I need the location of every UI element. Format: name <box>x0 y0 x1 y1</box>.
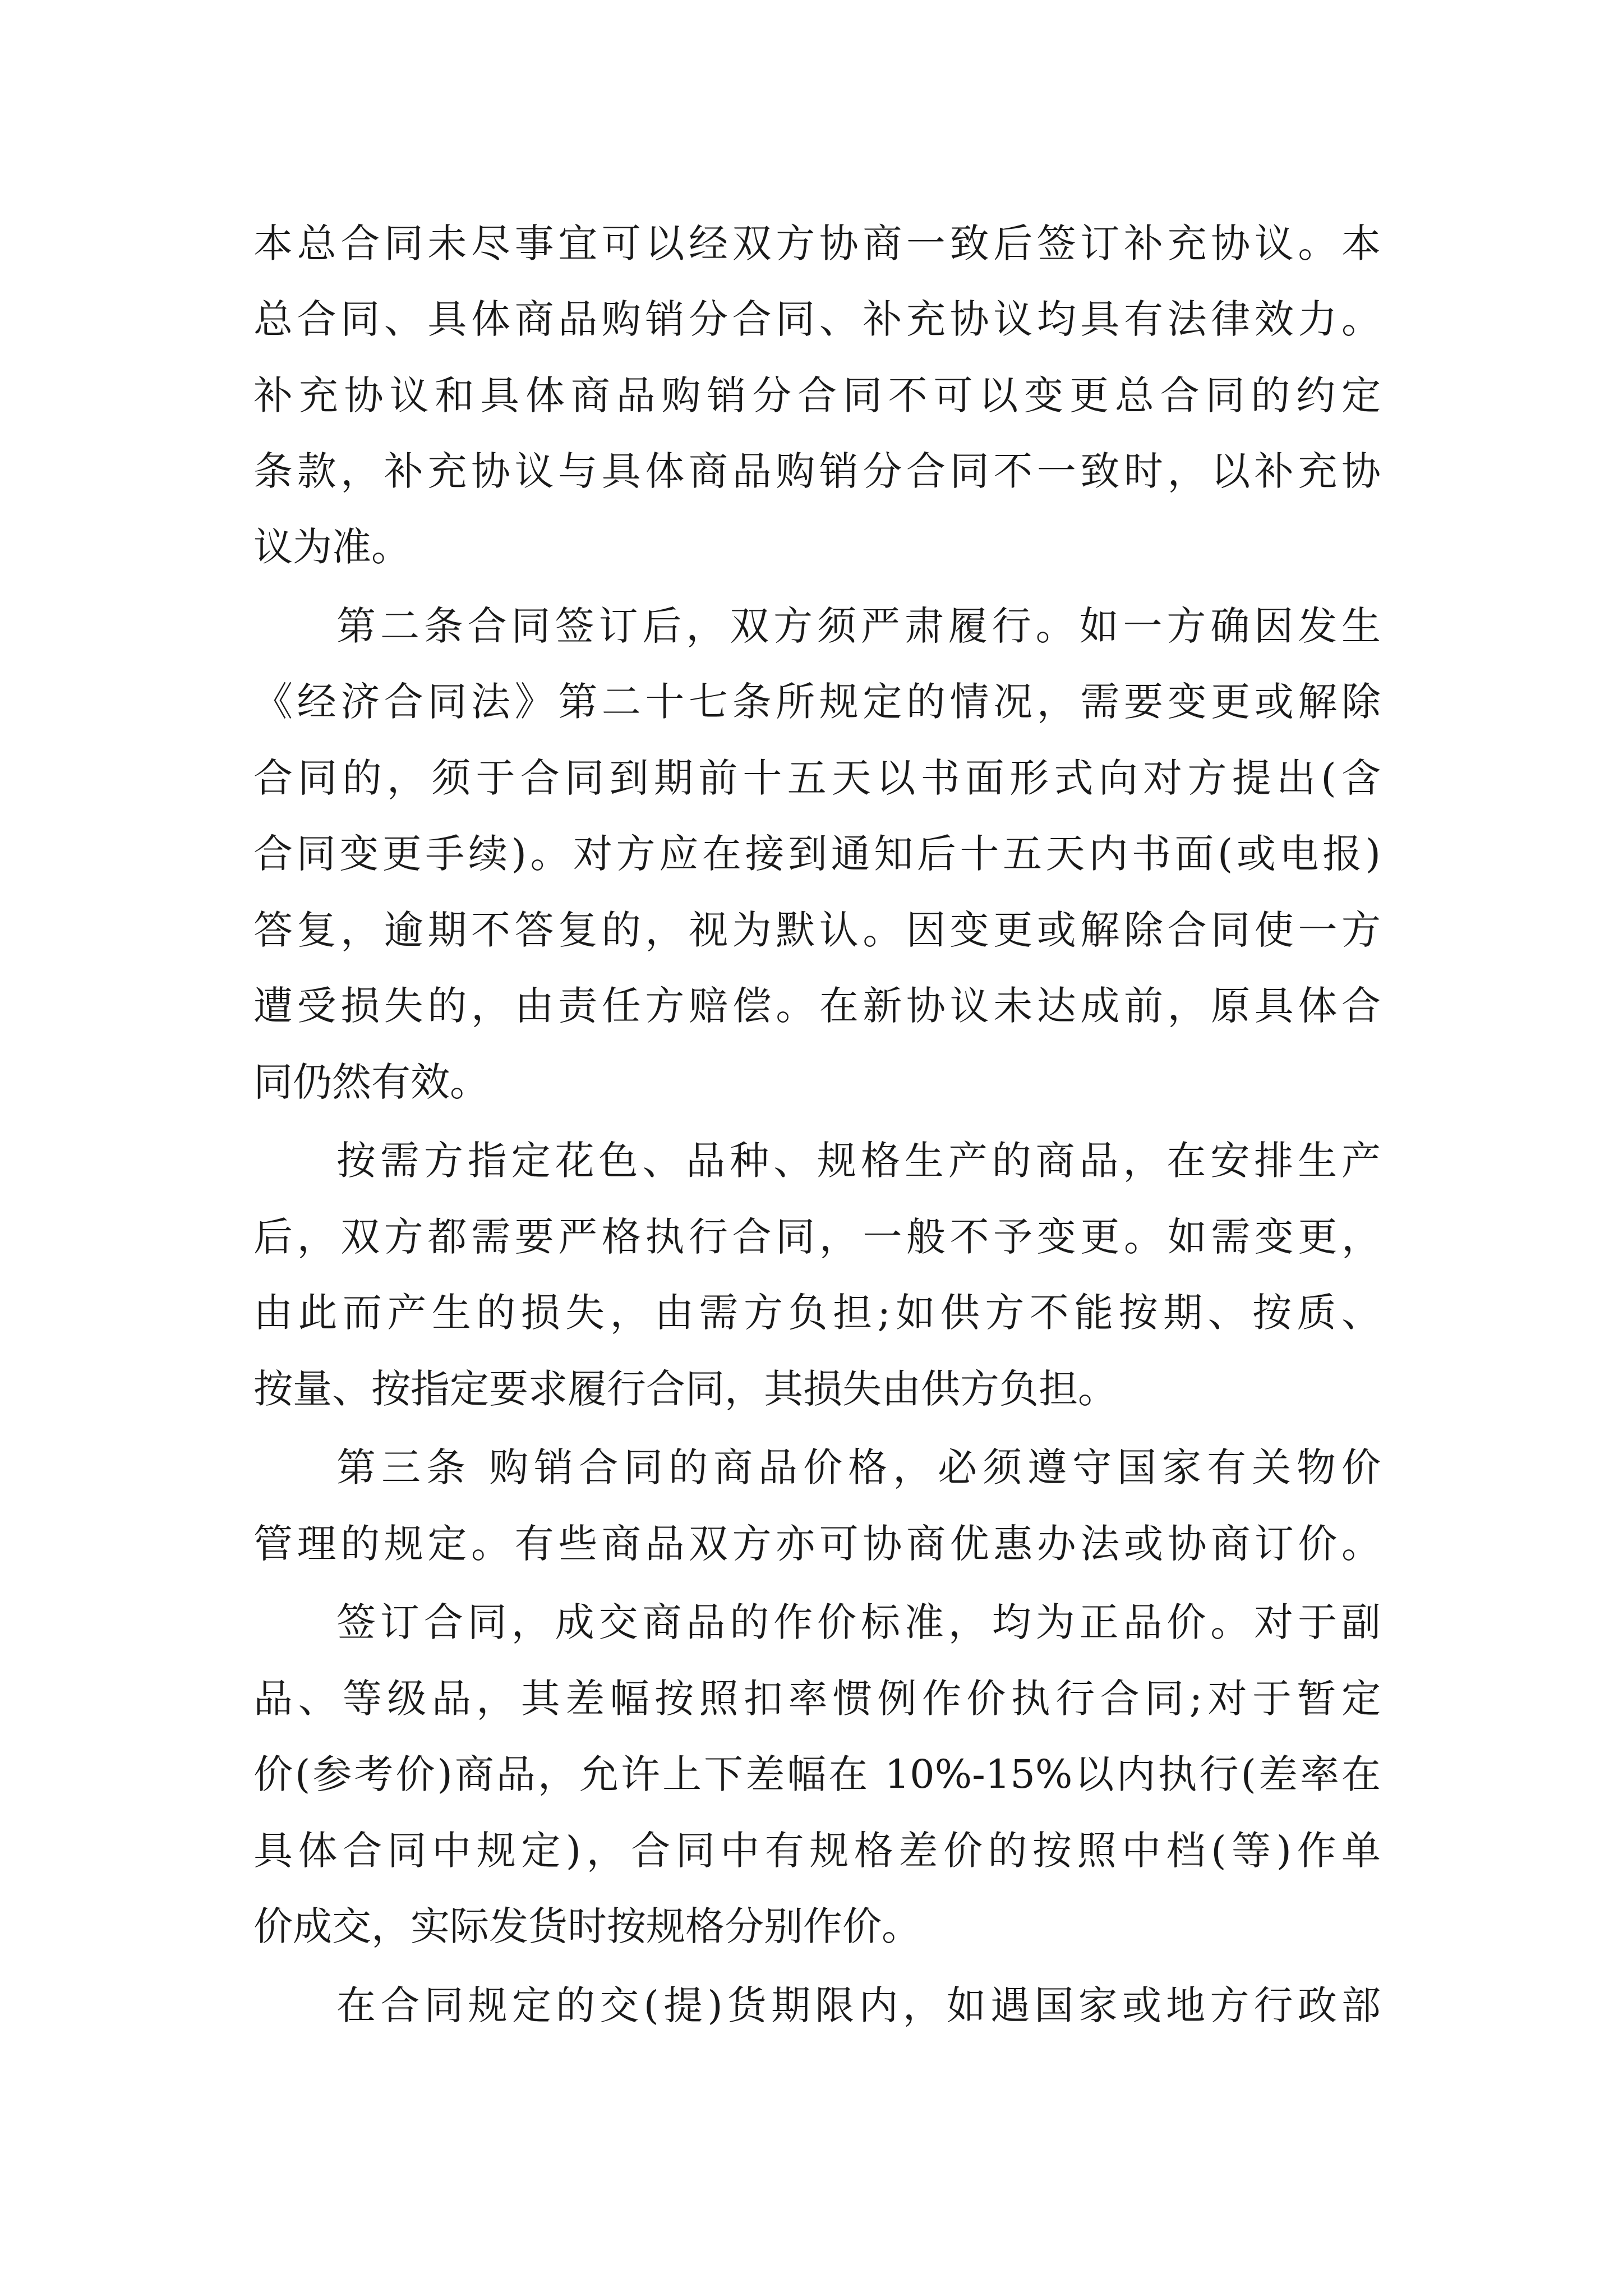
text-line: 按量、按指定要求履行合同，其损失由供方负担。 <box>253 1366 1117 1412</box>
text-line: 同仍然有效。 <box>253 1059 489 1105</box>
text-line: 议为准。 <box>253 524 411 570</box>
text-line: 具体合同中规定)，合同中有规格差价的按照中档(等)作单 <box>253 1828 1381 1874</box>
text-line: 品、等级品，其差幅按照扣率惯例作价执行合同;对于暂定 <box>253 1676 1381 1722</box>
text-line: 答复，逾期不答复的，视为默认。因变更或解除合同使一方 <box>253 907 1381 953</box>
text-line: 条款，补充协议与具体商品购销分合同不一致时，以补充协 <box>253 448 1381 494</box>
text-line: 在合同规定的交(提)货期限内，如遇国家或地方行政部 <box>336 1982 1381 2028</box>
text-line: 第三条 购销合同的商品价格，必须遵守国家有关物价 <box>336 1444 1381 1490</box>
text-line: 合同变更手续)。对方应在接到通知后十五天内书面(或电报) <box>253 831 1381 877</box>
text-line: 遭受损失的，由责任方赔偿。在新协议未达成前，原具体合 <box>253 983 1381 1029</box>
text-line: 《经济合同法》第二十七条所规定的情况，需要变更或解除 <box>253 679 1381 725</box>
text-line: 第二条合同签订后，双方须严肃履行。如一方确因发生 <box>336 603 1381 649</box>
text-line: 价成交，实际发货时按规格分别作价。 <box>253 1903 921 1949</box>
text-line: 签订合同，成交商品的作价标准，均为正品价。对于副 <box>336 1599 1381 1645</box>
text-line: 价(参考价)商品，允许上下差幅在 10%-15%以内执行(差率在 <box>253 1751 1381 1797</box>
text-line: 合同的，须于合同到期前十五天以书面形式向对方提出(含 <box>253 755 1381 801</box>
text-line: 按需方指定花色、品种、规格生产的商品，在安排生产 <box>336 1138 1381 1184</box>
text-line: 本总合同未尽事宜可以经双方协商一致后签订补充协议。本 <box>253 220 1381 266</box>
text-line: 由此而产生的损失，由需方负担;如供方不能按期、按质、 <box>253 1290 1381 1336</box>
text-line: 后，双方都需要严格执行合同，一般不予变更。如需变更， <box>253 1214 1381 1260</box>
text-line: 管理的规定。有些商品双方亦可协商优惠办法或协商订价。 <box>253 1521 1381 1567</box>
text-line: 补充协议和具体商品购销分合同不可以变更总合同的约定 <box>253 372 1381 418</box>
text-line: 总合同、具体商品购销分合同、补充协议均具有法律效力。 <box>253 296 1381 342</box>
